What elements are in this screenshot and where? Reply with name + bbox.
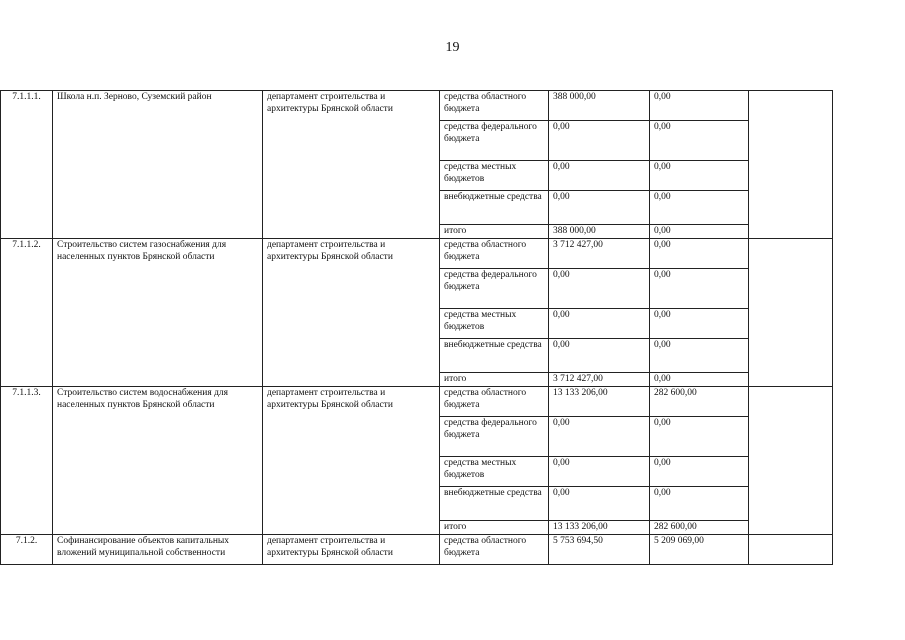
funding-source: средства местных бюджетов bbox=[440, 457, 549, 487]
table-row bbox=[1, 387, 833, 417]
page-number: 19 bbox=[445, 40, 460, 55]
amount-1: 388 000,00 bbox=[549, 91, 650, 121]
item-executor: департамент строительства и архитектуры Брянской области bbox=[263, 239, 440, 387]
funding-source: средства областного бюджета bbox=[440, 535, 549, 565]
amount-2: 0,00 bbox=[650, 121, 749, 161]
item-name: Школа н.п. Зерново, Суземский район bbox=[53, 91, 263, 239]
funding-source: внебюджетные средства bbox=[440, 339, 549, 373]
empty-cell bbox=[749, 239, 833, 387]
empty-cell bbox=[749, 387, 833, 535]
funding-source: средства местных бюджетов bbox=[440, 309, 549, 339]
item-code: 7.1.1.1. bbox=[1, 91, 53, 239]
funding-source: средства областного бюджета bbox=[440, 239, 549, 269]
amount-1-total: 13 133 206,00 bbox=[549, 521, 650, 535]
funding-source: средства федерального бюджета bbox=[440, 417, 549, 457]
amount-2-total: 0,00 bbox=[650, 373, 749, 387]
funding-source-total: итого bbox=[440, 373, 549, 387]
amount-2-total: 282 600,00 bbox=[650, 521, 749, 535]
item-code: 7.1.1.3. bbox=[1, 387, 53, 535]
item-code: 7.1.2. bbox=[1, 535, 53, 565]
funding-source: внебюджетные средства bbox=[440, 191, 549, 225]
funding-source: внебюджетные средства bbox=[440, 487, 549, 521]
funding-source: средства федерального бюджета bbox=[440, 121, 549, 161]
funding-source-total: итого bbox=[440, 521, 549, 535]
amount-2: 5 209 069,00 bbox=[650, 535, 749, 565]
item-name: Строительство систем водоснабжения для населенных пунктов Брянской области bbox=[53, 387, 263, 535]
item-executor: департамент строительства и архитектуры Брянской области bbox=[263, 91, 440, 239]
amount-2: 0,00 bbox=[650, 487, 749, 521]
amount-1: 0,00 bbox=[549, 417, 650, 457]
amount-2: 0,00 bbox=[650, 457, 749, 487]
table-row bbox=[1, 91, 833, 121]
amount-1-total: 388 000,00 bbox=[549, 225, 650, 239]
amount-1: 3 712 427,00 bbox=[549, 239, 650, 269]
funding-source: средства федерального бюджета bbox=[440, 269, 549, 309]
table-row bbox=[1, 239, 833, 269]
amount-1: 5 753 694,50 bbox=[549, 535, 650, 565]
amount-1: 13 133 206,00 bbox=[549, 387, 650, 417]
amount-2: 0,00 bbox=[650, 161, 749, 191]
funding-source-total: итого bbox=[440, 225, 549, 239]
amount-1: 0,00 bbox=[549, 191, 650, 225]
amount-2: 0,00 bbox=[650, 309, 749, 339]
amount-2: 0,00 bbox=[650, 239, 749, 269]
amount-1: 0,00 bbox=[549, 457, 650, 487]
amount-2: 282 600,00 bbox=[650, 387, 749, 417]
budget-table bbox=[0, 90, 833, 565]
item-code: 7.1.1.2. bbox=[1, 239, 53, 387]
funding-source: средства областного бюджета bbox=[440, 91, 549, 121]
item-name: Строительство систем газоснабжения для населенных пунктов Брянской области bbox=[53, 239, 263, 387]
amount-1: 0,00 bbox=[549, 339, 650, 373]
amount-2: 0,00 bbox=[650, 269, 749, 309]
amount-1: 0,00 bbox=[549, 269, 650, 309]
amount-2: 0,00 bbox=[650, 191, 749, 225]
funding-source: средства областного бюджета bbox=[440, 387, 549, 417]
amount-2: 0,00 bbox=[650, 339, 749, 373]
amount-1: 0,00 bbox=[549, 121, 650, 161]
amount-2: 0,00 bbox=[650, 91, 749, 121]
empty-cell bbox=[749, 535, 833, 565]
empty-cell bbox=[749, 91, 833, 239]
amount-1-total: 3 712 427,00 bbox=[549, 373, 650, 387]
amount-1: 0,00 bbox=[549, 487, 650, 521]
table-row bbox=[1, 535, 833, 565]
amount-1: 0,00 bbox=[549, 161, 650, 191]
amount-2-total: 0,00 bbox=[650, 225, 749, 239]
amount-2: 0,00 bbox=[650, 417, 749, 457]
item-name: Софинансирование объектов капитальных вложений муниципальной собственности bbox=[53, 535, 263, 565]
item-executor: департамент строительства и архитектуры Брянской области bbox=[263, 387, 440, 535]
item-executor: департамент строительства и архитектуры Брянской области bbox=[263, 535, 440, 565]
funding-source: средства местных бюджетов bbox=[440, 161, 549, 191]
amount-1: 0,00 bbox=[549, 309, 650, 339]
